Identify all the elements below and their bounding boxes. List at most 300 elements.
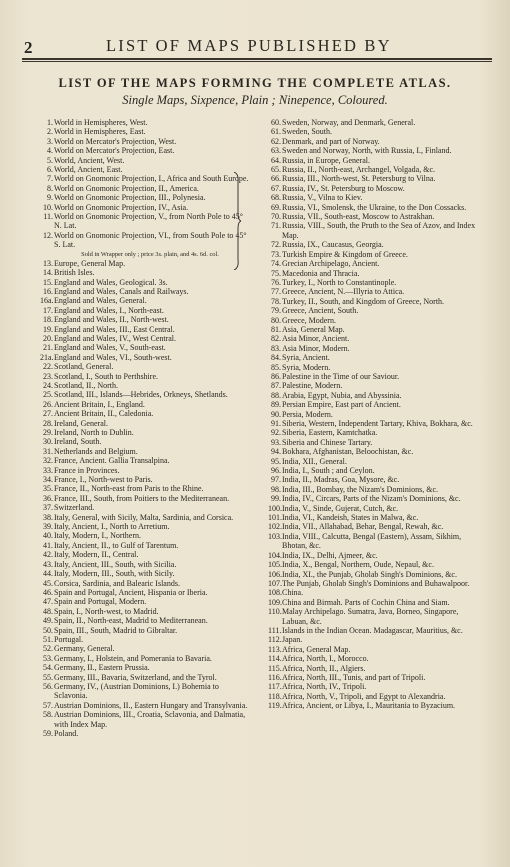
map-list-item xyxy=(40,372,252,381)
map-list-item xyxy=(268,146,486,155)
map-title: Spain and Portugal, Ancient, Hispania or Iberia. xyxy=(54,587,208,597)
map-number: 27. xyxy=(43,409,53,419)
map-number: 26. xyxy=(43,399,53,409)
map-list-item xyxy=(40,541,252,550)
map-number: 55. xyxy=(43,672,53,682)
map-list-item xyxy=(268,165,486,174)
map-list-item xyxy=(40,118,252,127)
map-number: 14. xyxy=(43,268,53,278)
map-list-item xyxy=(40,531,252,540)
map-number: 42. xyxy=(43,550,53,560)
map-number: 8. xyxy=(47,183,53,193)
map-title: World, Ancient, East. xyxy=(54,165,123,175)
map-number: 38. xyxy=(43,512,53,522)
map-list-item xyxy=(40,663,252,672)
map-number: 77. xyxy=(271,287,281,297)
map-title: World on Gnomonic Projection, II., America. xyxy=(54,183,199,193)
map-title: World on Gnomonic Projection, V., from North Pole to 45° N. Lat. xyxy=(54,212,243,231)
map-title: Scotland, III., Islands—Hebrides, Orkneys, Shetlands. xyxy=(54,390,228,400)
map-list-item xyxy=(40,494,252,503)
map-title: Africa, North, III., Tunis, and part of Tripoli. xyxy=(282,672,426,682)
wrapper-price-note: Sold in Wrapper only ; price 3s. plain, and 4s. 6d. col. xyxy=(81,250,219,258)
map-title: Siberia, Eastern, Kamtchatka. xyxy=(282,428,378,438)
map-number: 4. xyxy=(47,146,53,156)
map-list-item xyxy=(268,259,486,268)
map-number: 21a. xyxy=(40,352,54,362)
map-number: 37. xyxy=(43,503,53,513)
map-number: 119. xyxy=(268,701,282,711)
map-title: Palestine, Modern. xyxy=(282,381,343,391)
map-title: Corsica, Sardinia, and Balearic Islands. xyxy=(54,578,180,588)
map-list-item xyxy=(40,484,252,493)
map-number: 36. xyxy=(43,493,53,503)
map-title: Spain, I., North-west, to Madrid. xyxy=(54,606,159,616)
map-list-item xyxy=(268,419,486,428)
map-number: 100. xyxy=(268,503,282,513)
map-title: Portugal. xyxy=(54,634,84,644)
map-list-item xyxy=(40,588,252,597)
map-list-item xyxy=(40,278,252,287)
map-number: 28. xyxy=(43,418,53,428)
map-list-item xyxy=(268,579,486,588)
map-title: England and Wales, Canals and Railways. xyxy=(54,286,189,296)
map-number: 25. xyxy=(43,390,53,400)
map-list-item xyxy=(268,447,486,456)
map-list-item xyxy=(268,410,486,419)
map-list-item xyxy=(40,137,252,146)
map-title: Ancient Britain, II., Caledonia. xyxy=(54,409,154,419)
map-list-item xyxy=(268,598,486,607)
map-title: Arabia, Egypt, Nubia, and Abyssinia. xyxy=(282,390,402,400)
map-list-item xyxy=(268,428,486,437)
map-number: 80. xyxy=(271,315,281,325)
map-list-item xyxy=(268,513,486,522)
map-number: 117. xyxy=(268,682,282,692)
map-list-item xyxy=(268,626,486,635)
map-title: Russia, III., North-west, St. Petersburg to Vilna. xyxy=(282,174,436,184)
map-title: France, II., North-east from Paris to the Rhine. xyxy=(54,484,204,494)
map-list-item xyxy=(40,325,252,334)
map-title: England and Wales, IV., West Central. xyxy=(54,333,177,343)
map-title: India, X., Bengal, Northern, Oude, Nepaul, &c. xyxy=(282,560,434,570)
map-title: India, VI., Kandeish, States in Malwa, &c. xyxy=(282,513,419,523)
map-number: 113. xyxy=(268,644,282,654)
map-title: The Punjab, Gholab Singh's Dominions and Buhawalpoor. xyxy=(282,578,470,588)
map-number: 10. xyxy=(43,202,53,212)
map-number: 76. xyxy=(271,277,281,287)
map-title: India, III., Bombay, the Nizam's Dominions, &c. xyxy=(282,484,439,494)
map-title: Russia, VIII., South, the Pruth to the Sea of Azov, and Index Map. xyxy=(282,221,476,240)
map-list-item xyxy=(40,193,252,202)
map-list-item xyxy=(268,193,486,202)
map-number: 87. xyxy=(271,381,281,391)
running-head: LIST OF MAPS PUBLISHED BY xyxy=(106,36,392,55)
map-number: 92. xyxy=(271,428,281,438)
map-title: World on Gnomonic Projection, I., Africa and South Europe. xyxy=(54,174,249,184)
map-title: Italy, Ancient, II., to Gulf of Tarentum. xyxy=(54,540,179,550)
map-list-item xyxy=(40,296,252,305)
map-list-item xyxy=(40,127,252,136)
map-title: England and Wales, General. xyxy=(54,296,147,306)
map-title: World on Mercator's Projection, East. xyxy=(54,146,175,156)
map-list-item xyxy=(40,579,252,588)
map-list-item xyxy=(268,645,486,654)
map-title: World, Ancient, West. xyxy=(54,155,125,165)
list-title: LIST OF THE MAPS FORMING THE COMPLETE ATLAS. xyxy=(58,76,452,90)
map-title: Turkey, II., South, and Kingdom of Greece, North. xyxy=(282,296,445,306)
map-number: 78. xyxy=(271,296,281,306)
map-title: Ireland, South. xyxy=(54,437,102,447)
map-title: Malay Archipelago. Sumatra, Java, Borneo, Singapore, Labuan, &c. xyxy=(282,607,459,626)
map-number: 54. xyxy=(43,663,53,673)
map-list-item xyxy=(268,560,486,569)
map-number: 1. xyxy=(47,118,53,127)
map-number: 65. xyxy=(271,165,281,175)
map-title: Germany, II., Eastern Prussia. xyxy=(54,663,150,673)
map-number: 35. xyxy=(43,484,53,494)
map-list-item xyxy=(40,315,252,324)
map-list-item xyxy=(268,278,486,287)
map-number: 94. xyxy=(271,447,281,457)
map-list-item xyxy=(268,570,486,579)
map-list-item xyxy=(268,607,486,626)
map-list-item xyxy=(268,184,486,193)
map-list-item xyxy=(40,362,252,371)
map-number: 5. xyxy=(47,155,53,165)
map-list-item xyxy=(40,437,252,446)
map-number: 62. xyxy=(271,136,281,146)
map-title: Spain and Portugal, Modern. xyxy=(54,597,147,607)
map-title: England and Wales, I., North-east. xyxy=(54,305,164,315)
map-number: 45. xyxy=(43,578,53,588)
map-number: 17. xyxy=(43,305,53,315)
map-number: 34. xyxy=(43,475,53,485)
map-title: France, III., South, from Poitiers to the Mediterranean. xyxy=(54,493,230,503)
map-list-item xyxy=(40,673,252,682)
map-title: England and Wales, II., North-west. xyxy=(54,315,169,325)
map-list-item xyxy=(40,503,252,512)
map-title: Ireland, General. xyxy=(54,418,108,428)
map-list-item xyxy=(40,184,252,193)
map-number: 61. xyxy=(271,127,281,137)
map-title: Switzerland. xyxy=(54,503,95,513)
map-number: 21. xyxy=(43,343,53,353)
map-title: Scotland, II., North. xyxy=(54,380,118,390)
map-number: 81. xyxy=(271,324,281,334)
map-list-item xyxy=(268,457,486,466)
map-list-item xyxy=(40,343,252,352)
map-list-item xyxy=(268,297,486,306)
map-list-item xyxy=(268,287,486,296)
map-number: 75. xyxy=(271,268,281,278)
map-number: 43. xyxy=(43,559,53,569)
map-number: 52. xyxy=(43,644,53,654)
map-number: 91. xyxy=(271,419,281,428)
map-title: Spain, II., North-east, Madrid to Mediterranean. xyxy=(54,616,208,626)
map-list-item xyxy=(268,316,486,325)
map-title: Netherlands and Belgium. xyxy=(54,446,138,456)
map-list-item xyxy=(40,212,252,231)
map-title: England and Wales, Geological. 3s. xyxy=(54,277,168,287)
map-list-item xyxy=(268,692,486,701)
map-number: 79. xyxy=(271,306,281,316)
map-title: Austrian Dominions, III., Croatia, Sclavonia, and Dalmatia, with Index Map. xyxy=(54,710,246,729)
map-list-item xyxy=(40,259,252,268)
map-title: England and Wales, III., East Central. xyxy=(54,324,175,334)
map-number: 30. xyxy=(43,437,53,447)
map-title: Europe, General Map. xyxy=(54,258,126,268)
map-list-item xyxy=(268,485,486,494)
map-title: India, XI., the Punjab, Gholab Singh's Dominions, &c. xyxy=(282,569,457,579)
map-title: Asia, General Map. xyxy=(282,324,345,334)
map-title: World on Gnomonic Projection, IV., Asia. xyxy=(54,202,189,212)
map-title: Palestine in the Time of our Saviour. xyxy=(282,371,400,381)
map-title: Germany, IV., (Austrian Dominions, I.) Bohemia to Sclavonia. xyxy=(54,681,219,701)
map-list-item xyxy=(40,165,252,174)
map-title: France, I., North-west to Paris. xyxy=(54,475,153,485)
map-list-item xyxy=(40,644,252,653)
map-list-item xyxy=(40,381,252,390)
map-title: Persia, Modern. xyxy=(282,409,333,419)
map-number: 18. xyxy=(43,315,53,325)
map-list-item xyxy=(268,494,486,503)
map-title: France, Ancient. Gallia Transalpina. xyxy=(54,456,170,466)
map-list-item xyxy=(40,682,252,701)
map-number: 74. xyxy=(271,259,281,269)
map-list-item xyxy=(40,409,252,418)
map-title: Greece, Ancient, N.—Illyria to Attica. xyxy=(282,287,405,297)
map-number: 39. xyxy=(43,522,53,532)
left-column xyxy=(40,118,252,738)
map-number: 110. xyxy=(268,607,282,617)
map-number: 118. xyxy=(268,691,282,701)
map-title: Sweden, Norway, and Denmark, General. xyxy=(282,118,416,127)
map-number: 112. xyxy=(268,635,282,645)
map-list-item xyxy=(40,710,252,729)
map-number: 73. xyxy=(271,249,281,259)
map-list-item xyxy=(268,588,486,597)
map-number: 68. xyxy=(271,193,281,203)
map-list-item xyxy=(40,607,252,616)
map-list-item xyxy=(268,353,486,362)
map-title: Macedonia and Thracia. xyxy=(282,268,360,278)
map-title: World in Hemispheres, West. xyxy=(54,118,148,127)
map-list-item xyxy=(268,400,486,409)
map-list-item xyxy=(268,174,486,183)
map-number: 103. xyxy=(268,531,282,541)
map-number: 64. xyxy=(271,155,281,165)
map-title: Italy, General, with Sicily, Malta, Sardinia, and Corsica. xyxy=(54,512,234,522)
map-number: 89. xyxy=(271,400,281,410)
map-number: 83. xyxy=(271,343,281,353)
map-title: Poland. xyxy=(54,729,79,738)
map-number: 22. xyxy=(43,362,53,372)
map-title: World on Gnomonic Projection, III., Polynesia. xyxy=(54,193,206,203)
map-title: Asia Minor, Modern. xyxy=(282,343,350,353)
map-title: Russia, IX., Caucasus, Georgia. xyxy=(282,240,384,250)
map-list-item xyxy=(40,287,252,296)
map-title: Sweden, South. xyxy=(282,127,332,137)
map-title: India, XII., General. xyxy=(282,456,347,466)
map-number: 16. xyxy=(43,286,53,296)
map-number: 88. xyxy=(271,390,281,400)
map-number: 114. xyxy=(268,654,282,664)
map-number: 67. xyxy=(271,183,281,193)
map-title: Russia, VII., South-east, Moscow to Astrakhan. xyxy=(282,212,435,222)
map-title: Ireland, North to Dublin. xyxy=(54,428,134,437)
map-title: Syria, Ancient. xyxy=(282,353,330,363)
map-title: Spain, III., South, Madrid to Gibraltar. xyxy=(54,625,178,635)
map-title: British Isles. xyxy=(54,268,95,278)
map-list-item xyxy=(268,221,486,240)
map-title: France in Provinces. xyxy=(54,465,120,475)
map-list-item xyxy=(268,372,486,381)
map-title: Russia, in Europe, General. xyxy=(282,155,370,165)
map-list-item xyxy=(40,447,252,456)
page-number: 2 xyxy=(24,38,33,57)
map-number: 72. xyxy=(271,240,281,250)
map-number: 105. xyxy=(268,560,282,570)
header-rule-thin xyxy=(22,61,492,62)
map-title: Siberia, Western, Independent Tartary, Khiva, Bokhara, &c. xyxy=(282,419,473,428)
map-list-item xyxy=(40,419,252,428)
map-number: 20. xyxy=(43,333,53,343)
map-title: Denmark, and part of Norway. xyxy=(282,136,380,146)
map-number: 9. xyxy=(47,193,53,203)
map-number: 3. xyxy=(47,136,53,146)
map-number: 104. xyxy=(268,550,282,560)
map-title: England and Wales, VI., South-west. xyxy=(54,352,172,362)
map-number: 111. xyxy=(268,625,282,635)
map-list-item xyxy=(40,701,252,710)
map-number: 86. xyxy=(271,371,281,381)
map-title: Italy, Modern, II., Central. xyxy=(54,550,139,560)
map-list-item xyxy=(268,654,486,663)
map-number: 41. xyxy=(43,540,53,550)
map-title: India, II., Madras, Goa, Mysore, &c. xyxy=(282,475,400,485)
map-title: Germany, I., Holstein, and Pomerania to Bavaria. xyxy=(54,653,212,663)
map-list-item xyxy=(40,654,252,663)
map-number: 51. xyxy=(43,634,53,644)
map-list-item xyxy=(40,513,252,522)
map-number: 57. xyxy=(43,700,53,710)
map-list-item xyxy=(40,522,252,531)
map-number: 15. xyxy=(43,277,53,287)
map-number: 102. xyxy=(268,522,282,532)
map-number: 56. xyxy=(43,681,53,691)
map-list-item xyxy=(268,682,486,691)
map-title: England and Wales, V., South-east. xyxy=(54,343,166,353)
map-list-item xyxy=(268,664,486,673)
map-list-item xyxy=(268,306,486,315)
map-number: 6. xyxy=(47,165,53,175)
map-list-item xyxy=(40,569,252,578)
map-title: Austrian Dominions, II., Eastern Hungary and Transylvania. xyxy=(54,700,248,710)
map-number: 2. xyxy=(47,127,53,137)
map-list-item xyxy=(40,560,252,569)
map-title: Syria, Modern. xyxy=(282,362,331,372)
map-title: Italy, Modern, III., South, with Sicily. xyxy=(54,569,175,579)
map-list-item xyxy=(40,353,252,362)
map-number: 7. xyxy=(47,174,53,184)
map-title: China. xyxy=(282,588,304,598)
map-number: 115. xyxy=(268,663,282,673)
map-title: Africa, General Map. xyxy=(282,644,351,654)
map-title: Turkish Empire & Kingdom of Greece. xyxy=(282,249,408,259)
map-title: Scotland, I., South to Perthshire. xyxy=(54,371,158,381)
map-list-item xyxy=(268,466,486,475)
map-number: 85. xyxy=(271,362,281,372)
map-list-item xyxy=(40,174,252,183)
map-number: 66. xyxy=(271,174,281,184)
map-title: China and Birmah. Parts of Cochin China and Siam. xyxy=(282,597,450,607)
map-number: 24. xyxy=(43,380,53,390)
map-title: Germany, General. xyxy=(54,644,115,654)
map-title: Russia, II., North-east, Archangel, Volgada, &c. xyxy=(282,165,436,175)
map-title: Japan. xyxy=(282,635,303,645)
map-number: 11. xyxy=(43,212,53,222)
map-list-item xyxy=(268,203,486,212)
map-number: 116. xyxy=(268,672,282,682)
map-list-item xyxy=(40,146,252,155)
map-number: 59. xyxy=(43,729,53,738)
map-title: Germany, III., Bavaria, Switzerland, and the Tyrol. xyxy=(54,672,217,682)
map-list-item xyxy=(268,137,486,146)
map-title: India, I., South ; and Ceylon. xyxy=(282,466,375,476)
map-title: Turkey, I., North to Constantinople. xyxy=(282,277,397,287)
map-title: World in Hemispheres, East. xyxy=(54,127,146,137)
map-title: Africa, Ancient, or Libya, I., Mauritania to Byzacium. xyxy=(282,701,456,711)
map-title: Africa, North, II., Algiers. xyxy=(282,663,366,673)
map-number: 90. xyxy=(271,409,281,419)
map-list-item xyxy=(268,504,486,513)
map-list-item xyxy=(268,334,486,343)
map-number: 101. xyxy=(268,513,282,523)
map-title: Siberia and Chinese Tartary. xyxy=(282,437,373,447)
map-title: Persian Empire, East part of Ancient. xyxy=(282,400,401,410)
map-list-item xyxy=(268,532,486,551)
map-title: India, IV., Circars, Parts of the Nizam's Dominions, &c. xyxy=(282,494,461,504)
map-number: 69. xyxy=(271,202,281,212)
map-title: Russia, V., Vilna to Kiev. xyxy=(282,193,363,203)
map-number: 107. xyxy=(268,578,282,588)
map-number: 95. xyxy=(271,456,281,466)
map-number: 16a. xyxy=(40,296,54,306)
map-list-item xyxy=(40,334,252,343)
list-subtitle: Single Maps, Sixpence, Plain ; Ninepence, Coloured. xyxy=(122,93,388,107)
map-list-item xyxy=(268,551,486,560)
map-list-item xyxy=(268,325,486,334)
map-list-item xyxy=(40,231,252,250)
map-list-item xyxy=(40,550,252,559)
map-title: India, V., Sinde, Gujerat, Cutch, &c. xyxy=(282,503,399,513)
map-number: 70. xyxy=(271,212,281,222)
map-title: World on Gnomonic Projection, VI., from South Pole to 45° S. Lat. xyxy=(54,230,247,250)
map-list-item xyxy=(40,268,252,277)
map-number: 97. xyxy=(271,475,281,485)
map-title: Russia, VI., Smolensk, the Ukraine, to the Don Cossacks. xyxy=(282,202,467,212)
map-list-item xyxy=(268,522,486,531)
map-list-item xyxy=(268,156,486,165)
map-title: Greece, Ancient, South. xyxy=(282,306,359,316)
map-number: 99. xyxy=(271,494,281,504)
map-list-item xyxy=(40,597,252,606)
map-number: 108. xyxy=(268,588,282,598)
map-title: Grecian Archipelago, Ancient. xyxy=(282,259,380,269)
map-number: 31. xyxy=(43,446,53,456)
map-list-item xyxy=(268,475,486,484)
map-number: 32. xyxy=(43,456,53,466)
